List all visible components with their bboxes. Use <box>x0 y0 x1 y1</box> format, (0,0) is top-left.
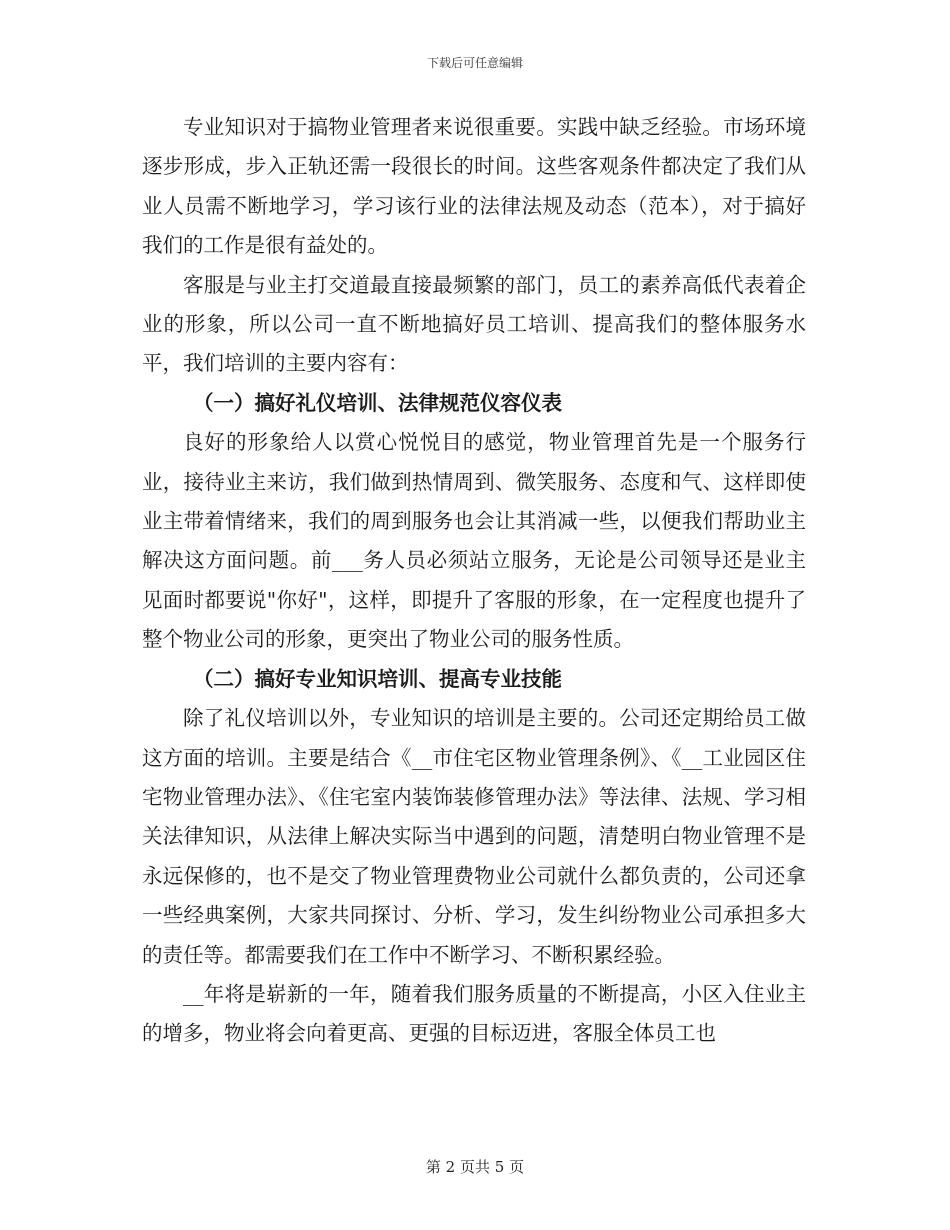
section-heading: （一）搞好礼仪培训、法律规范仪容仪表 <box>193 390 562 415</box>
paragraph: 除了礼仪培训以外，专业知识的培训是主要的。公司还定期给员工做这方面的培训。主要是结合《__市住宅区物业管理条例》、《__工业园区住宅物业管理办法》、《住宅室内装饰装修管理办法》等法律、法规、学习相关法律知识，从法律上解决实际当中遇到的问题，清楚明白物业管理不是永远保修的，也不是交了物业管理费物业公司就什么都负责的，公司还拿一些经典案例，大家共同探讨、分析、学习，发生纠纷物业公司承担多大的责任等。都需要我们在工作中不断学习、不断积累经验。 <box>142 706 806 967</box>
section-heading: （二）搞好专业知识培训、提高专业技能 <box>193 666 562 691</box>
paragraph: 专业知识对于搞物业管理者来说很重要。实践中缺乏经验。市场环境逐步形成，步入正轨还需一段很长的时间。这些客观条件都决定了我们从业人员需不断地学习，学习该行业的法律法规及动态（范本），对于搞好我们的工作是很有益处的。 <box>142 115 806 258</box>
paragraph: 良好的形象给人以赏心悦悦目的感觉，物业管理首先是一个服务行业，接待业主来访，我们做到热情周到、微笑服务、态度和气、这样即使业主带着情绪来，我们的周到服务也会让其消减一些，以便我们帮助业主解决这方面问题。前___务人员必须站立服务，无论是公司领导还是业主见面时都要说"你好"，这样，即提升了客服的形象，在一定程度也提升了整个物业公司的形象，更突出了物业公司的服务性质。 <box>142 430 806 652</box>
page-footer: 第 2 页共 5 页 <box>425 1158 525 1176</box>
paragraph: __年将是崭新的一年，随着我们服务质量的不断提高，小区入住业主的增多，物业将会向着更高、更强的目标迈进，客服全体员工也 <box>142 981 806 1046</box>
page-header: 下载后可任意编辑 <box>426 56 523 70</box>
document-body <box>142 108 806 1054</box>
paragraph: 客服是与业主打交道最直接最频繁的部门，员工的素养高低代表着企业的形象，所以公司一直不断地搞好员工培训、提高我们的整体服务水平，我们培训的主要内容有： <box>142 272 806 376</box>
